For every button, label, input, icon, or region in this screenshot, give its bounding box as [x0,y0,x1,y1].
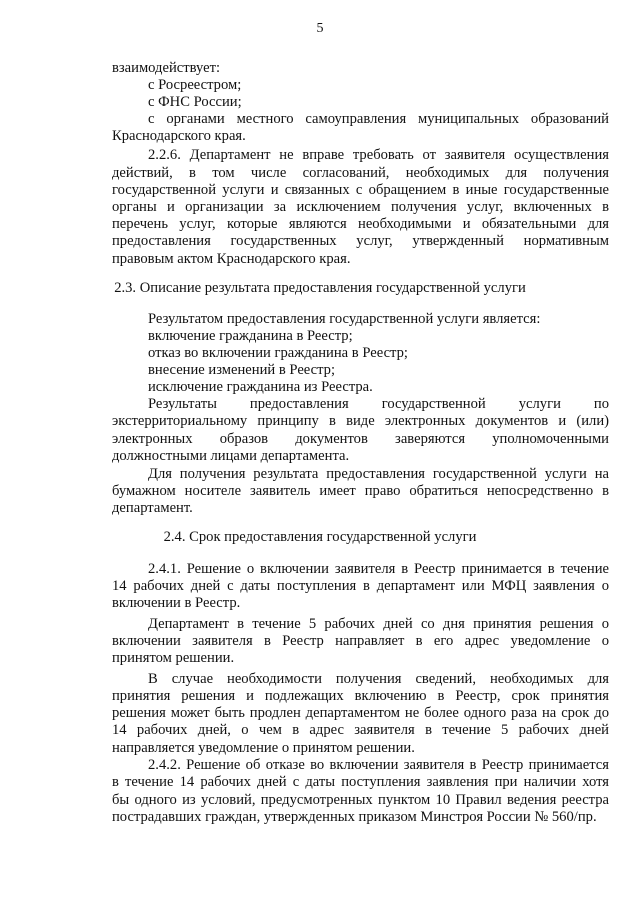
text-line: В случае необходимости получения сведений, необходимых для [148,671,609,687]
page-number: 5 [316,21,324,36]
text-line: внесение изменений в Реестр; [148,362,336,378]
text-line: бы одного из условий, предусмотренных пунктом 10 Правил ведения реестра [112,792,609,808]
text-line: 2.4.1. Решение о включении заявителя в Реестр принимается в течение [148,561,609,577]
text-line: предоставления государственных услуг, утвержденный нормативным [112,233,609,249]
text-line: бумажном носителе заявитель имеет право обратиться непосредственно в [112,483,609,499]
text-line: Для получения результата предоставления государственной услуги на [148,466,609,482]
text-line: органы и организации за исключением получения услуг, включенных в [112,199,609,215]
text-line: 14 рабочих дней с даты поступления в департамент или МФЦ заявления о [112,578,609,594]
text-line: с органами местного самоуправления муниципальных образований [148,111,609,127]
text-line: правовым актом Краснодарского края. [112,251,351,267]
text-line: действий, в том числе согласований, необходимых для получения [112,165,609,181]
text-line: включении заявителя в Реестр направляет в его адрес уведомление о [112,633,609,649]
text-line: 14 рабочих дней, о чем в адрес заявителя в течение 5 рабочих дней [112,722,609,738]
text-line: принятия решения и подлежащих включению в Реестр, срок принятия [112,688,609,704]
text-line: Краснодарского края. [112,128,246,144]
text-line: с Росреестром; [148,77,242,93]
text-line: принятом решении. [112,650,235,666]
text-line: Результаты предоставления государственной услуги по [148,396,609,412]
text-line: Результатом предоставления государственной услуги является: [148,311,541,327]
text-line: Департамент в течение 5 рабочих дней со дня принятия решения о [148,616,609,632]
text-line: 2.4.2. Решение об отказе во включении заявителя в Реестр принимается [148,757,609,773]
text-line: включение гражданина в Реестр; [148,328,353,344]
text-line: исключение гражданина из Реестра. [148,379,373,395]
text-line: пострадавших граждан, утвержденных приказом Минстроя России № 560/пр. [112,809,597,825]
text-line: в течение 14 рабочих дней с даты поступления заявления при наличии хотя [112,774,609,790]
text-line: экстерриториальному принципу в виде электронных документов и (или) [112,413,609,429]
text-line: электронных образов документов заверяются уполномоченными [112,431,609,447]
text-line: отказ во включении гражданина в Реестр; [148,345,408,361]
text-line: направляется уведомление о принятом решении. [112,740,415,756]
text-line: решения может быть продлен департаментом не более одного раза на срок до [112,705,609,721]
section-heading: 2.3. Описание результата предоставления государственной услуги [114,280,526,296]
text-line: государственной услуги и связанных с обращением в иные государственные [112,182,609,198]
text-line: перечень услуг, которые являются необходимыми и обязательными для [112,216,609,232]
section-heading: 2.4. Срок предоставления государственной услуги [163,529,477,545]
text-line: должностными лицами департамента. [112,448,350,464]
text-line: с ФНС России; [148,94,242,110]
text-line: департамент. [112,500,193,516]
text-line: взаимодействует: [112,60,221,76]
text-line: 2.2.6. Департамент не вправе требовать от заявителя осуществления [148,147,609,163]
text-line: включении в Реестр. [112,595,241,611]
